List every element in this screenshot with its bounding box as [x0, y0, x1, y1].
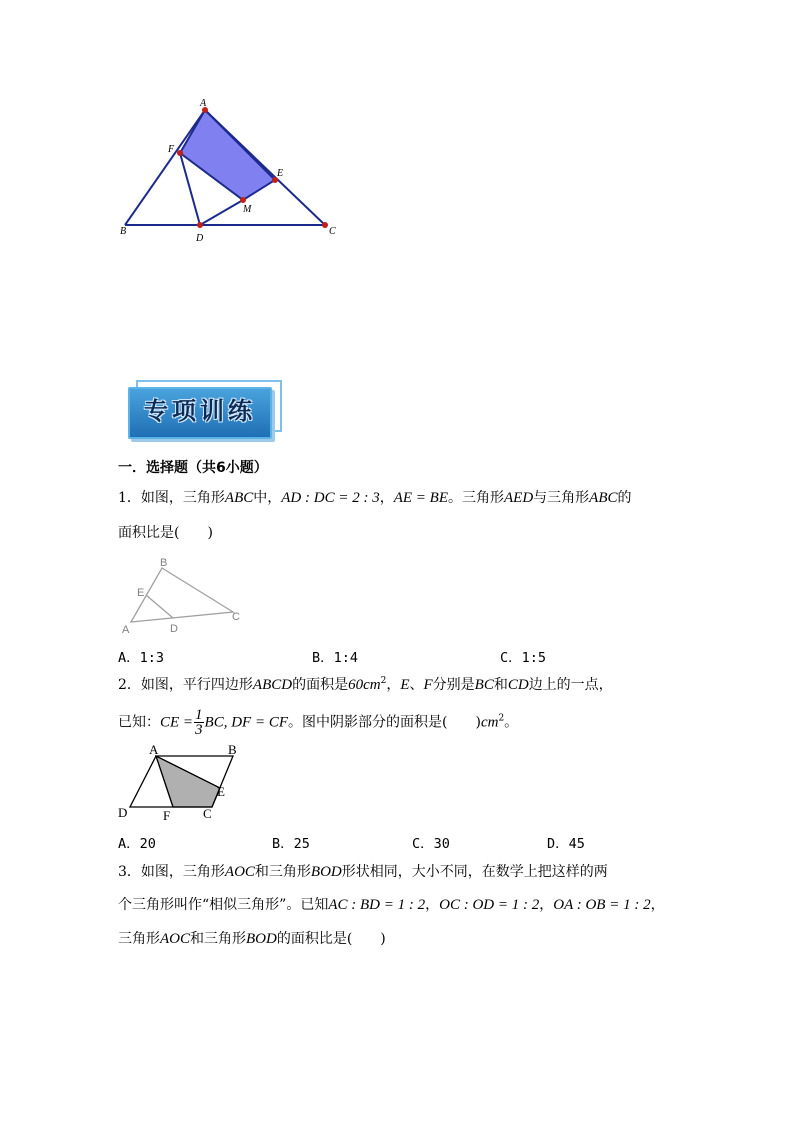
q3-aoc: AOC — [160, 931, 190, 947]
q3-text: ， — [650, 897, 665, 913]
point-m — [240, 197, 246, 203]
segment-ed — [146, 595, 173, 618]
q2-text: 边上的一点， — [528, 677, 613, 693]
q3-line1 — [118, 863, 608, 881]
q1-abc: ABC — [224, 490, 254, 506]
q3-bod: BOD — [310, 864, 342, 880]
q2-line2 — [118, 708, 518, 737]
label-a: A — [200, 98, 207, 109]
q2-text: 如图，平行四边形 — [140, 677, 253, 693]
label-d: D — [196, 233, 204, 244]
q2-option-b[interactable]: B．25 — [272, 836, 310, 852]
q2-figure — [116, 741, 266, 823]
label-a: A — [149, 742, 159, 757]
q2-text: 。图中阴影部分的面积是( ) — [288, 714, 481, 731]
q2-f: F — [423, 677, 433, 693]
q2-text: 、 — [409, 677, 424, 693]
q3-line2 — [118, 896, 665, 914]
q2-area: 60cm — [348, 677, 381, 693]
point-d — [197, 222, 203, 228]
q1-number: 1． — [118, 490, 141, 506]
q1-text: 的 — [617, 490, 632, 506]
q1-line1 — [118, 489, 632, 507]
shaded-triangle — [156, 756, 220, 807]
q3-number: 3． — [118, 864, 141, 880]
q2-text: 和 — [493, 677, 508, 693]
label-e: E — [137, 587, 145, 599]
q3-ratio-oc-od: OC : OD = 1 : 2 — [439, 897, 540, 913]
q2-option-d[interactable]: D．45 — [547, 836, 585, 852]
label-a: A — [122, 624, 130, 636]
q3-text: 和三角形 — [190, 931, 246, 947]
top-triangle-figure — [110, 90, 350, 250]
q1-option-a[interactable]: A．1:3 — [118, 650, 165, 666]
q1-text: 中， — [253, 490, 282, 506]
fraction-numerator: 1 — [195, 707, 203, 723]
q3-text: ， — [425, 897, 440, 913]
label-c: C — [232, 611, 240, 623]
point-c — [322, 222, 328, 228]
label-e: E — [217, 784, 225, 799]
q2-bc: BC — [474, 677, 494, 693]
label-b: B — [160, 557, 168, 569]
q2-text: 已知： — [118, 714, 160, 731]
q1-text: 如图，三角形 — [140, 490, 225, 506]
q2-line1 — [118, 676, 613, 694]
q2-unit: cm — [480, 714, 499, 731]
q2-text: 分别是 — [432, 677, 475, 693]
label-b: B — [120, 226, 127, 237]
q2-bc-df: BC, DF = CF — [204, 714, 288, 731]
q2-text: 的面积是 — [292, 677, 349, 693]
q3-line3 — [118, 930, 386, 948]
q2-option-c[interactable]: C．30 — [412, 836, 450, 852]
q3-bod: BOD — [246, 931, 277, 947]
banner-title: 专项训练 — [144, 397, 256, 425]
label-e: E — [277, 168, 284, 179]
label-b: B — [228, 742, 237, 757]
q2-text: ， — [386, 677, 401, 693]
label-c: C — [329, 226, 336, 237]
label-c: C — [203, 806, 212, 821]
q2-cd: CD — [507, 677, 529, 693]
q2-abcd: ABCD — [252, 677, 293, 693]
q1-equality: AE = BE — [393, 490, 448, 506]
q3-text: 个三角形叫作“相似三角形”。已知 — [118, 897, 329, 913]
q1-option-b[interactable]: B．1:4 — [312, 650, 359, 666]
fraction-one-third — [194, 708, 204, 737]
side-ab — [125, 110, 205, 225]
q2-e: E — [400, 677, 410, 693]
q3-ratio-ac-bd: AC : BD = 1 : 2 — [328, 897, 426, 913]
q2-area-exponent: 2 — [380, 676, 387, 686]
q3-aoc: AOC — [224, 864, 255, 880]
label-m: M — [243, 204, 252, 215]
q1-line2: 面积比是( ) — [118, 525, 213, 541]
q1-text: ， — [379, 490, 394, 506]
q2-ce: CE = — [160, 714, 194, 731]
q3-text: 形状相同，大小不同，在数学上把这样的两 — [341, 864, 608, 880]
q3-text: 三角形 — [118, 931, 160, 947]
q3-text: 如图，三角形 — [140, 864, 225, 880]
q1-text: 。三角形 — [448, 490, 504, 506]
point-f — [177, 150, 183, 156]
q1-aed: AED — [504, 490, 534, 506]
fraction-denominator: 3 — [195, 722, 203, 738]
q1-option-c[interactable]: C．1:5 — [500, 650, 547, 666]
q2-unit-exponent: 2 — [498, 713, 505, 724]
q3-ratio-oa-ob: OA : OB = 1 : 2 — [553, 897, 651, 913]
q3-text: ， — [539, 897, 554, 913]
q2-text: 。 — [504, 714, 519, 731]
section-heading: 一．选择题（共6小题） — [118, 460, 268, 476]
q1-text: 与三角形 — [533, 490, 590, 506]
label-f: F — [168, 144, 175, 155]
q3-text: 的面积比是( ) — [276, 931, 386, 947]
label-d: D — [170, 623, 178, 635]
shaded-rectangle-afme — [180, 110, 275, 200]
q1-ratio: AD : DC = 2 : 3 — [281, 490, 380, 506]
q2-option-a[interactable]: A．20 — [118, 836, 156, 852]
label-f: F — [163, 808, 171, 823]
label-d: D — [118, 805, 128, 820]
q3-text: 和三角形 — [254, 864, 311, 880]
segment-dm — [200, 200, 243, 225]
q1-abc: ABC — [589, 490, 618, 506]
q2-number: 2． — [118, 677, 141, 693]
q1-figure — [118, 555, 248, 637]
